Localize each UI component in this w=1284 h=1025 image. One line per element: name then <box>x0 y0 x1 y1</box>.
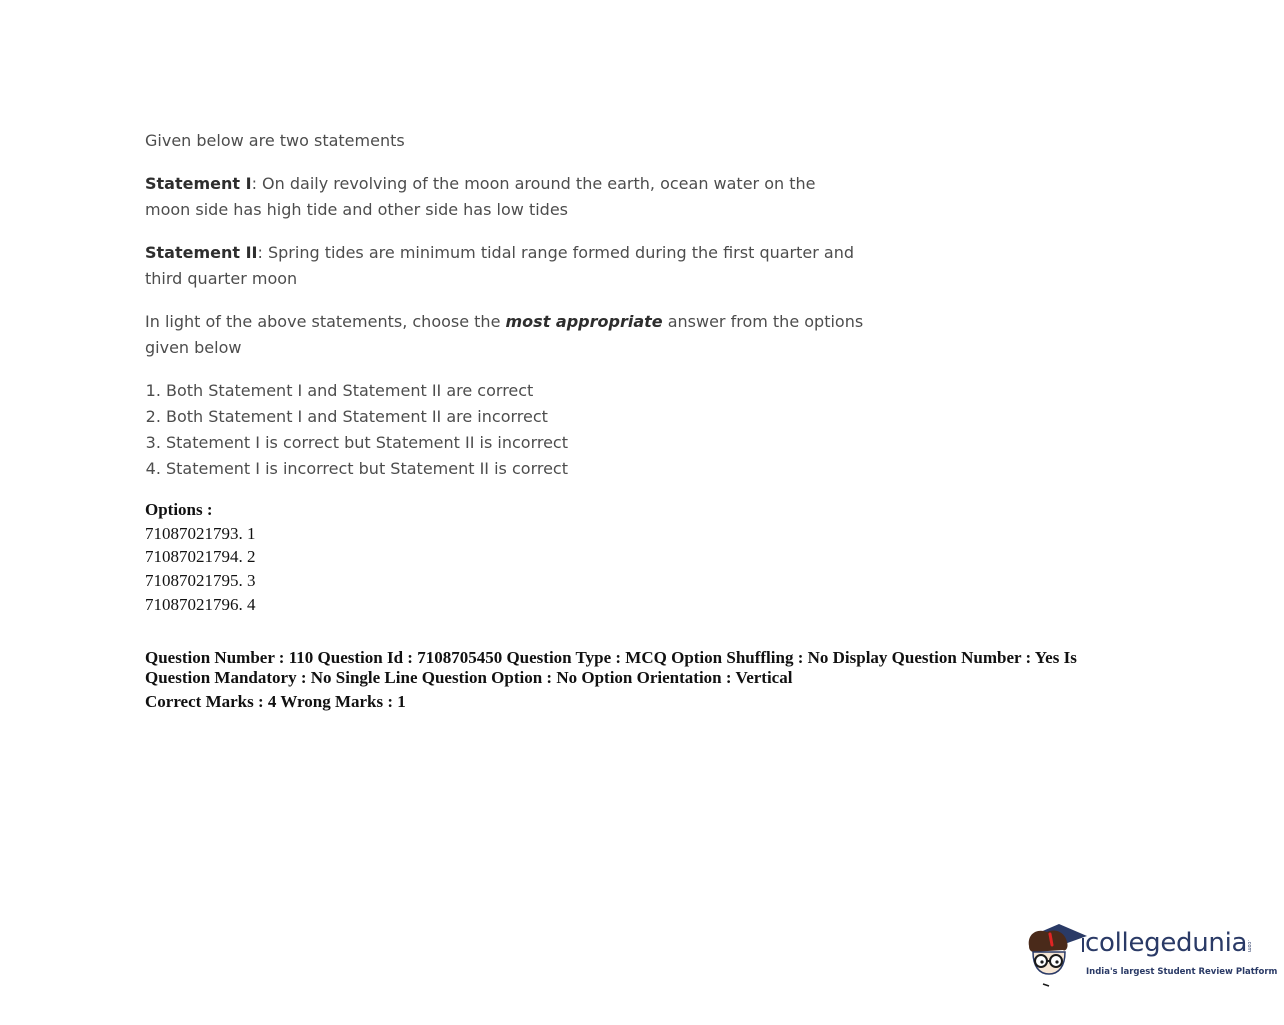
instruction-emphasis: most appropriate <box>505 312 663 331</box>
answer-choice: 1. Both Statement I and Statement II are correct <box>166 378 865 404</box>
answer-choice: 2. Both Statement I and Statement II are incorrect <box>166 404 865 430</box>
question-intro: Given below are two statements <box>145 131 405 150</box>
option-item: 71087021795. 3 <box>145 571 256 591</box>
statement-1-label: Statement I <box>145 174 252 193</box>
question-block <box>145 128 865 482</box>
answer-choice: 4. Statement I is incorrect but Statement II is correct <box>166 456 865 482</box>
options-list <box>145 498 256 617</box>
option-item: 71087021796. 4 <box>145 594 256 614</box>
logo-tagline: India's largest Student Review Platform <box>1086 967 1278 977</box>
statement-2-text: : Spring tides are minimum tidal range formed during the first quarter and third quarter moon <box>145 243 854 288</box>
statement-1-text: : On daily revolving of the moon around the earth, ocean water on the moon side has high tide and other side has low tides <box>145 174 816 219</box>
option-item: 71087021793. 1 <box>145 523 256 543</box>
answer-choices <box>145 378 865 482</box>
question-instruction <box>145 309 865 361</box>
logo-domain-suffix: .com <box>1246 940 1252 953</box>
instruction-before: In light of the above statements, choose the <box>145 312 506 331</box>
logo-wordmark: collegedunia <box>1085 928 1248 958</box>
question-meta-details: Question Number : 110 Question Id : 7108705450 Question Type : MCQ Option Shuffling : No Display Question Number : Yes Is Question Mandatory : No Single Line Question Option : No Option Orientation : Vertical <box>145 648 1077 687</box>
question-meta <box>145 648 1120 712</box>
question-marks: Correct Marks : 4 Wrong Marks : 1 <box>145 692 406 711</box>
options-heading: Options : <box>145 500 213 519</box>
statement-1 <box>145 171 865 223</box>
mascot-icon <box>1025 916 1087 988</box>
answer-choice: 3. Statement I is correct but Statement II is incorrect <box>166 430 865 456</box>
option-item: 71087021794. 2 <box>145 547 256 567</box>
instruction-after: answer from the options given below <box>145 312 864 357</box>
statement-2 <box>145 240 865 292</box>
statement-2-label: Statement II <box>145 243 258 262</box>
collegedunia-logo <box>1025 916 1278 988</box>
